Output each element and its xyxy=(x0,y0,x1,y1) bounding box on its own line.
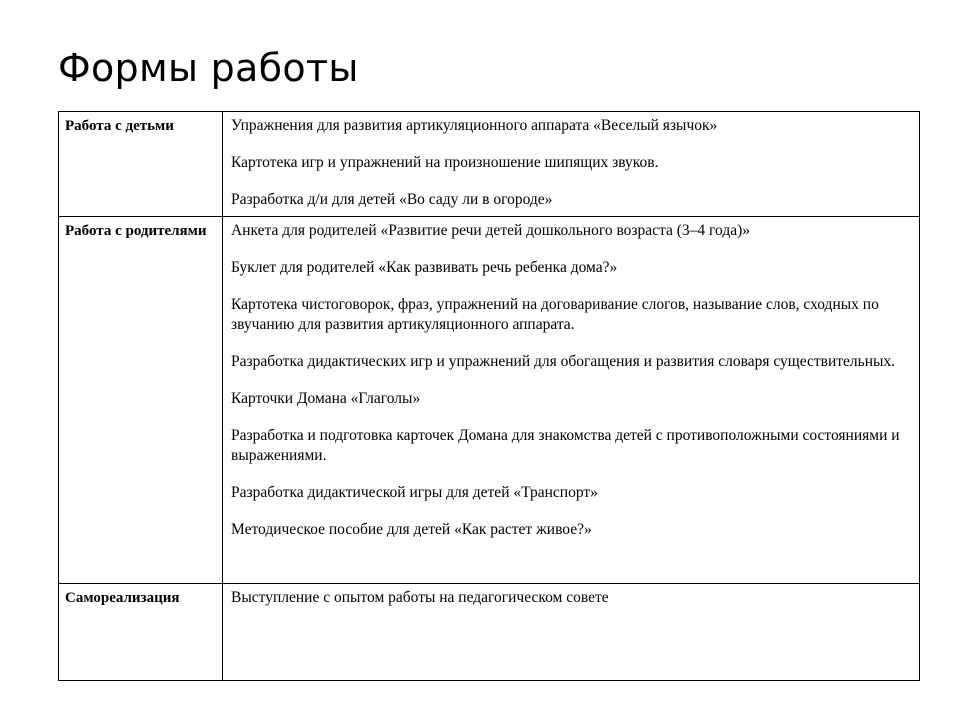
list-item: Разработка д/и для детей «Во саду ли в огороде» xyxy=(231,191,553,208)
forms-of-work-table xyxy=(58,111,920,681)
items-cell xyxy=(223,112,920,217)
list-item: Методическое пособие для детей «Как растет живое?» xyxy=(231,521,592,538)
table-row-children xyxy=(59,112,920,217)
items-cell xyxy=(223,584,920,681)
list-item: Картотека игр и упражнений на произношение шипящих звуков. xyxy=(231,154,659,171)
list-item: Карточки Домана «Глаголы» xyxy=(231,390,421,407)
list-item: Упражнения для развития артикуляционного аппарата «Веселый язычок» xyxy=(231,117,718,134)
list-item: Буклет для родителей «Как развивать речь ребенка дома?» xyxy=(231,259,618,276)
category-cell: Работа с детьми xyxy=(59,112,223,217)
list-item: Картотека чистоговорок, фраз, упражнений на договаривание слогов, называние слов, сходных по звучанию для развития артикуляционного аппарата. xyxy=(231,296,879,333)
table-row-self-realization xyxy=(59,584,920,681)
list-item: Анкета для родителей «Развитие речи детей дошкольного возраста (3–4 года)» xyxy=(231,222,750,239)
list-item: Разработка и подготовка карточек Домана для знакомства детей с противоположными состояниями и выражениями. xyxy=(231,427,900,464)
table-row-parents xyxy=(59,217,920,584)
category-cell: Самореализация xyxy=(59,584,223,681)
slide-title: Формы работы xyxy=(58,46,359,90)
list-item: Разработка дидактических игр и упражнений для обогащения и развития словаря существительных. xyxy=(231,353,896,370)
category-cell: Работа с родителями xyxy=(59,217,223,584)
list-item: Разработка дидактической игры для детей «Транспорт» xyxy=(231,484,598,501)
items-cell xyxy=(223,217,920,584)
list-item: Выступление с опытом работы на педагогическом совете xyxy=(231,589,609,606)
